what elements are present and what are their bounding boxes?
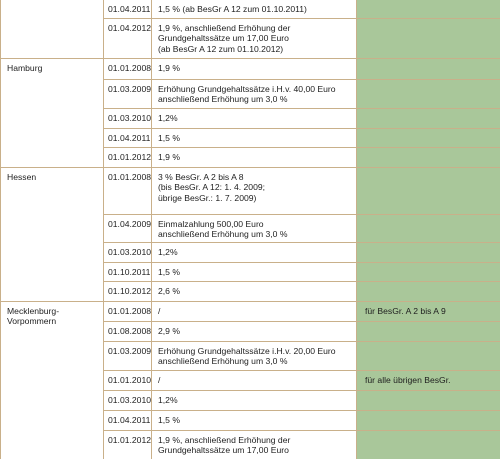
- note-cell: [357, 322, 500, 342]
- date-cell: 01.03.2010: [104, 391, 152, 411]
- date-cell: 01.01.2012: [104, 148, 152, 168]
- increase-cell: 1,9 %: [152, 59, 357, 80]
- note-cell: [357, 109, 500, 129]
- note-cell: [357, 0, 500, 19]
- state-cell-hessen: Hessen: [0, 168, 104, 302]
- date-cell: 01.04.2011: [104, 411, 152, 431]
- increase-cell: Erhöhung Grundgehaltssätze i.H.v. 20,00 Euro anschließend Erhöhung um 3,0 %: [152, 342, 357, 371]
- increase-cell: 1,2%: [152, 109, 357, 129]
- increase-cell: 1,2%: [152, 243, 357, 263]
- increase-cell: 1,2%: [152, 391, 357, 411]
- increase-cell: 1,5 %: [152, 411, 357, 431]
- date-cell: 01.03.2009: [104, 80, 152, 109]
- date-cell: 01.01.2008: [104, 59, 152, 80]
- increase-cell: 2,9 %: [152, 322, 357, 342]
- date-cell: 01.03.2009: [104, 342, 152, 371]
- increase-cell: 1,9 %: [152, 148, 357, 168]
- increase-cell: 1,5 %: [152, 263, 357, 282]
- increase-cell: 2,6 %: [152, 282, 357, 302]
- date-cell: 01.04.2009: [104, 215, 152, 243]
- note-cell: [357, 19, 500, 59]
- increase-cell: Einmalzahlung 500,00 Euro anschließend Erhöhung um 3,0 %: [152, 215, 357, 243]
- increase-cell: 1,5 % (ab BesGr A 12 zum 01.10.2011): [152, 0, 357, 19]
- increase-cell: 1,9 %, anschließend Erhöhung der Grundgehaltssätze um 17,00 Euro (ab BesGr A 12 zum 01.10.2012): [152, 19, 357, 59]
- note-cell: [357, 80, 500, 109]
- note-cell: [357, 129, 500, 148]
- note-cell: für BesGr. A 2 bis A 9: [357, 302, 500, 322]
- date-cell: 01.08.2008: [104, 322, 152, 342]
- date-cell: 01.04.2011: [104, 129, 152, 148]
- increase-cell: 1,9 %, anschließend Erhöhung der Grundgehaltssätze um 17,00 Euro: [152, 431, 357, 459]
- date-cell: 01.01.2010: [104, 371, 152, 391]
- increase-cell: /: [152, 302, 357, 322]
- date-cell: 01.01.2008: [104, 302, 152, 322]
- state-cell-hamburg: Hamburg: [0, 59, 104, 168]
- date-cell: 01.03.2010: [104, 243, 152, 263]
- note-cell: [357, 391, 500, 411]
- date-cell: 01.04.2012: [104, 19, 152, 59]
- date-cell: 01.01.2012: [104, 431, 152, 459]
- note-cell: [357, 431, 500, 459]
- note-cell: [357, 215, 500, 243]
- note-cell: [357, 282, 500, 302]
- note-cell: für alle übrigen BesGr.: [357, 371, 500, 391]
- note-cell: [357, 243, 500, 263]
- date-cell: 01.04.2011: [104, 0, 152, 19]
- state-cell-mecklenburg-vorpommern: Mecklenburg- Vorpommern: [0, 302, 104, 459]
- note-cell: [357, 148, 500, 168]
- date-cell: 01.03.2010: [104, 109, 152, 129]
- date-cell: 01.10.2012: [104, 282, 152, 302]
- note-cell: [357, 411, 500, 431]
- increase-cell: 3 % BesGr. A 2 bis A 8 (bis BesGr. A 12: 1. 4. 2009; übrige BesGr.: 1. 7. 2009): [152, 168, 357, 215]
- note-cell: [357, 342, 500, 371]
- increase-cell: Erhöhung Grundgehaltssätze i.H.v. 40,00 Euro anschließend Erhöhung um 3,0 %: [152, 80, 357, 109]
- date-cell: 01.10.2011: [104, 263, 152, 282]
- increase-cell: /: [152, 371, 357, 391]
- increase-cell: 1,5 %: [152, 129, 357, 148]
- note-cell: [357, 59, 500, 80]
- state-cell-continuation: [0, 0, 104, 59]
- note-cell: [357, 263, 500, 282]
- date-cell: 01.01.2008: [104, 168, 152, 215]
- note-cell: [357, 168, 500, 215]
